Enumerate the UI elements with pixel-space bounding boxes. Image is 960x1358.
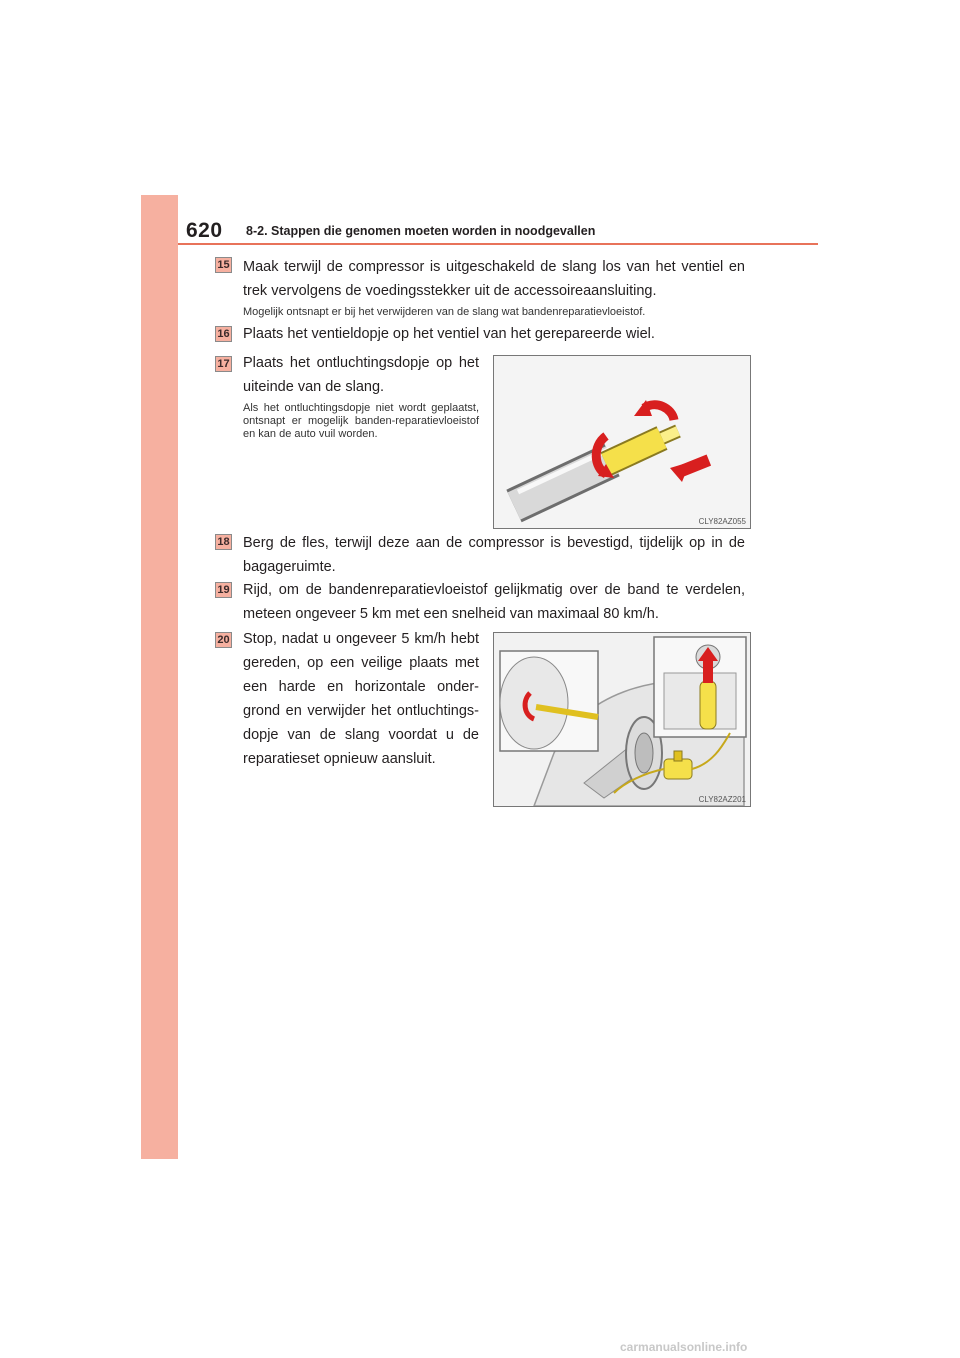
step-text: Berg de fles, terwijl deze aan de compressor is bevestigd, tijdelijk op in de bagageruimte. bbox=[243, 535, 745, 575]
figure-code: CLY82AZ201 bbox=[698, 795, 746, 804]
step-number-badge: 17 bbox=[215, 356, 232, 372]
car-compressor-drawing bbox=[494, 633, 750, 806]
step-number-badge: 15 bbox=[215, 257, 232, 273]
step-number-badge: 20 bbox=[215, 632, 232, 648]
repair-kit-illustration bbox=[493, 632, 751, 807]
step-note: Mogelijk ontsnapt er bij het verwijderen van de slang wat bandenreparatievloeistof. bbox=[243, 306, 646, 318]
step-number-badge: 16 bbox=[215, 326, 232, 342]
step-text: Rijd, om de bandenreparatievloeistof gelijkmatig over de band te verdelen, meteen ongeveer 5 km met een snelheid van maximaal 80 km/h. bbox=[243, 582, 745, 622]
valve-cap-illustration bbox=[493, 355, 751, 529]
page-number: 620 bbox=[186, 219, 223, 242]
step-number-badge: 18 bbox=[215, 534, 232, 550]
header-divider bbox=[178, 243, 818, 245]
step-text: Stop, nadat u ongeveer 5 km/h hebt gereden, op een veilige plaats met een harde en horizontale onder-grond en verwijder het ontluchtings-dopje van de slang voordat u de reparatieset opnieuw aansluit. bbox=[243, 631, 479, 767]
section-title: 8-2. Stappen die genomen moeten worden in noodgevallen bbox=[246, 224, 596, 238]
step-text: Maak terwijl de compressor is uitgeschakeld de slang los van het ventiel en trek vervolgens de voedingsstekker uit de accessoireaansluiting. bbox=[243, 259, 745, 299]
step-text: Plaats het ontluchtingsdopje op het uiteinde van de slang. bbox=[243, 355, 479, 395]
step-number-badge: 19 bbox=[215, 582, 232, 598]
chapter-side-tab bbox=[141, 195, 178, 1159]
figure-code: CLY82AZ055 bbox=[698, 517, 746, 526]
hose-cap-drawing bbox=[494, 356, 750, 528]
step-text: Plaats het ventieldopje op het ventiel van het gerepareerde wiel. bbox=[243, 326, 655, 342]
step-note: Als het ontluchtingsdopje niet wordt geplaatst, ontsnapt er mogelijk banden-reparatievloeistof en kan de auto vuil worden. bbox=[243, 402, 479, 440]
watermark: carmanualsonline.info bbox=[620, 1340, 748, 1354]
